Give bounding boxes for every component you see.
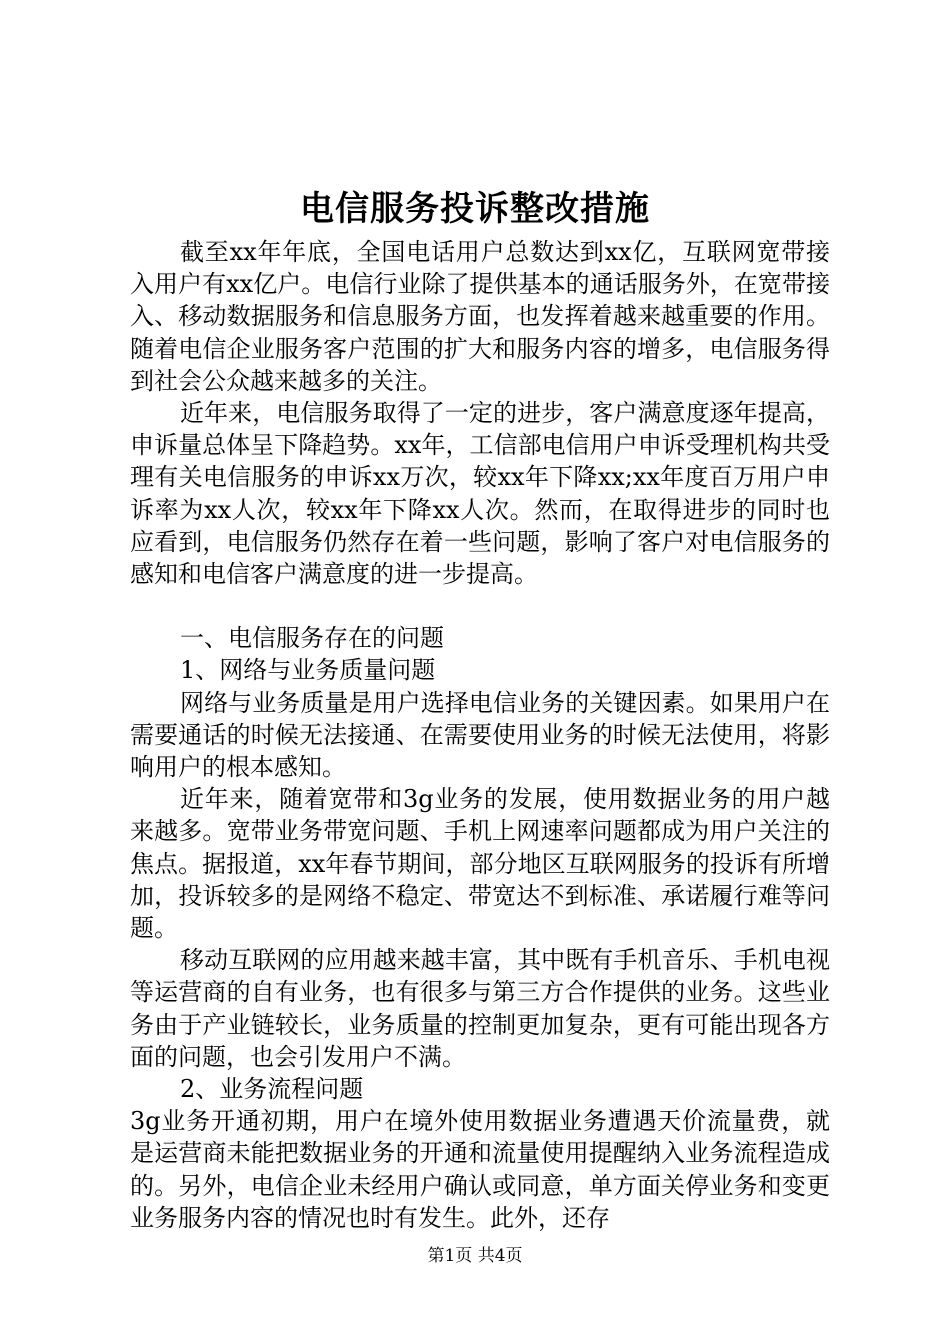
paragraph: 3g业务开通初期，用户在境外使用数据业务遭遇天价流量费，就是运营商未能把数据业务的开通和流量使用提醒纳入业务流程造成的。另外，电信企业未经用户确认或同意，单方面关停业务和变更业务服务内容的情况也时有发生。此外，还存 xyxy=(130,1107,830,1232)
paragraph: 近年来，随着宽带和3g业务的发展，使用数据业务的用户越来越多。宽带业务带宽问题、手机上网速率问题都成为用户关注的焦点。据报道，xx年春节期间，部分地区互联网服务的投诉有所增加，投诉较多的是网络不稳定、带宽达不到标准、承诺履行难等问题。 xyxy=(130,785,830,943)
paragraph: 移动互联网的应用越来越丰富，其中既有手机音乐、手机电视等运营商的自有业务，也有很多与第三方合作提供的业务。这些业务由于产业链较长，业务质量的控制更加复杂，更有可能出现各方面的问题，也会引发用户不满。 xyxy=(130,946,830,1071)
subsection-heading: 1、网络与业务质量问题 xyxy=(180,656,436,685)
paragraph-spacer xyxy=(130,590,830,622)
document-body xyxy=(130,236,830,1234)
page-footer: 第1页 共4页 xyxy=(427,1246,523,1266)
paragraph: 网络与业务质量是用户选择电信业务的关键因素。如果用户在需要通话的时候无法接通、在需要使用业务的时候无法使用，将影响用户的根本感知。 xyxy=(130,688,830,782)
document-title: 电信服务投诉整改措施 xyxy=(300,189,650,229)
paragraph: 截至xx年年底，全国电话用户总数达到xx亿，互联网宽带接入用户有xx亿户。电信行业除了提供基本的通话服务外，在宽带接入、移动数据服务和信息服务方面，也发挥着越来越重要的作用。随着电信企业服务客户范围的扩大和服务内容的增多，电信服务得到社会公众越来越多的关注。 xyxy=(130,238,830,395)
subsection-heading: 2、业务流程问题 xyxy=(180,1075,364,1104)
section-heading: 一、电信服务存在的问题 xyxy=(180,624,444,653)
paragraph: 近年来，电信服务取得了一定的进步，客户满意度逐年提高，申诉量总体呈下降趋势。xx年，工信部电信用户申诉受理机构共受理有关电信服务的申诉xx万次，较xx年下降xx;xx年度百万用户申诉率为xx人次，较xx年下降xx人次。然而，在取得进步的同时也应看到，电信服务仍然存在着一些问题，影响了客户对电信服务的感知和电信客户满意度的进一步提高。 xyxy=(130,399,830,589)
